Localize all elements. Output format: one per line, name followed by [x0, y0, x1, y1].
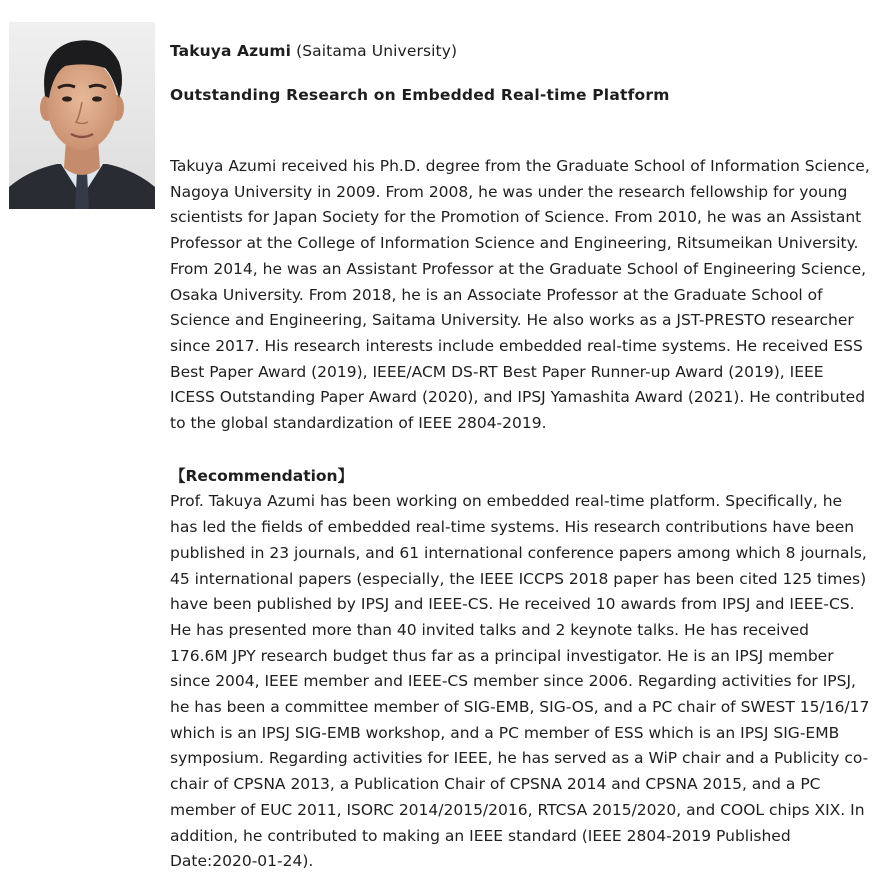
- awardee-name: Takuya Azumi: [170, 42, 292, 60]
- awardee-line: [170, 38, 870, 64]
- awardee-affiliation: (Saitama University): [296, 42, 458, 60]
- recommendation-body: Prof. Takuya Azumi has been working on embedded real-time platform. Specifically, he has led the fields of embedded real-time systems. His research contributions have been published in 23 journals, and 61 international conference papers among which 8 journals, 45 international papers (especially, the IEEE ICCPS 2018 paper has been cited 125 times) have been published by IPSJ and IEEE-CS. He received 10 awards from IPSJ and IEEE-CS. He has presented more than 40 invited talks and 2 keynote talks. He has received 176.6M JPY research budget thus far as a principal investigator. He is an IPSJ member since 2004, IEEE member and IEEE-CS member since 2006. Regarding activities for IPSJ, he has been a committee member of SIG-EMB, SIG-OS, and a PC chair of SWEST 15/16/17 which is an IPSJ SIG-EMB workshop, and a PC member of ESS which is an IPSJ SIG-EMB symposium. Regarding activities for IEEE, he has served as a WiP chair and a Publicity co-chair of CPSNA 2013, a Publication Chair of CPSNA 2014 and CPSNA 2015, and a PC member of EUC 2011, ISORC 2014/2015/2016, RTCSA 2015/2020, and COOL chips XIX. In addition, he contributed to making an IEEE standard (IEEE 2804-2019 Published Date:2020-01-24).: [170, 492, 870, 871]
- recommendation-heading: 【Recommendation】: [170, 466, 354, 485]
- award-entry: [170, 38, 870, 875]
- portrait-photo: [9, 22, 155, 209]
- award-title: Outstanding Research on Embedded Real-time Platform: [170, 86, 670, 104]
- biography: Takuya Azumi received his Ph.D. degree from the Graduate School of Information Science, Nagoya University in 2009. From 2008, he was under the research fellowship for young scientists for Japan Society for the Promotion of Science. From 2010, he was an Assistant Professor at the College of Information Science and Engineering, Ritsumeikan University. From 2014, he was an Assistant Professor at the Graduate School of Engineering Science, Osaka University. From 2018, he is an Associate Professor at the Graduate School of Science and Engineering, Saitama University. He also works as a JST-PRESTO researcher since 2017. His research interests include embedded real-time systems. He received ESS Best Paper Award (2019), IEEE/ACM DS-RT Best Paper Runner-up Award (2019), IEEE ICESS Outstanding Paper Award (2020), and IPSJ Yamashita Award (2021). He contributed to the global standardization of IEEE 2804-2019.: [170, 157, 870, 433]
